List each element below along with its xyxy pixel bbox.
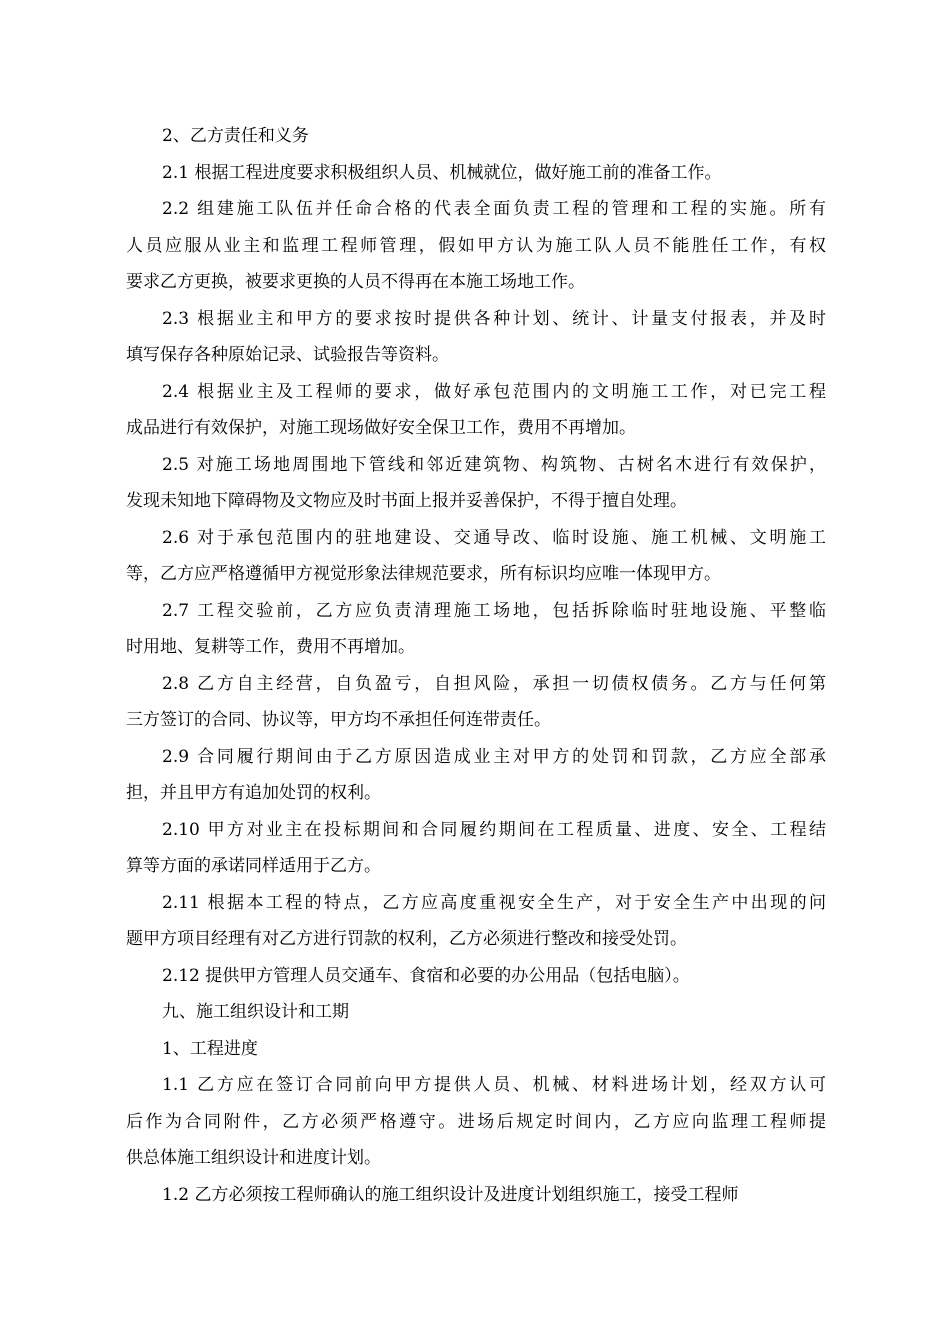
paragraph [126,885,826,958]
paragraph [126,994,826,1031]
paragraph-line: 2.10 甲方对业主在投标期间和合同履约期间在工程质量、进度、安全、工程结 [162,819,826,840]
paragraph-line: 人员应服从业主和监理工程师管理，假如甲方认为施工队人员不能胜任工作，有权 [126,235,826,256]
paragraph-line: 时用地、复耕等工作，费用不再增加。 [126,637,415,657]
paragraph [126,520,826,593]
paragraph-line: 2.9 合同履行期间由于乙方原因造成业主对甲方的处罚和罚款，乙方应全部承 [162,746,826,767]
document-body [126,118,826,1213]
paragraph-line: 成品进行有效保护，对施工现场做好安全保卫工作，费用不再增加。 [126,418,636,438]
paragraph-line: 2.12 提供甲方管理人员交通车、食宿和必要的办公用品（包括电脑）。 [162,965,690,986]
paragraph [126,374,826,447]
paragraph-line: 等，乙方应严格遵循甲方视觉形象法律规范要求，所有标识均应唯一体现甲方。 [126,564,721,584]
paragraph-line: 2、乙方责任和义务 [162,126,309,146]
paragraph-line: 填写保存各种原始记录、试验报告等资料。 [126,345,449,365]
paragraph [126,155,826,192]
paragraph-line: 2.11 根据本工程的特点，乙方应高度重视安全生产，对于安全生产中出现的问 [162,892,826,913]
paragraph [126,1067,826,1177]
paragraph-line: 要求乙方更换，被要求更换的人员不得再在本施工场地工作。 [126,272,585,292]
paragraph-line: 发现未知地下障碍物及文物应及时书面上报并妥善保护，不得于擅自处理。 [126,491,687,511]
paragraph [126,301,826,374]
paragraph-line: 担，并且甲方有追加处罚的权利。 [126,783,381,803]
paragraph-line: 2.8 乙方自主经营，自负盈亏，自担风险，承担一切债权债务。乙方与任何第 [162,673,826,694]
paragraph [126,666,826,739]
paragraph-line: 2.1 根据工程进度要求积极组织人员、机械就位，做好施工前的准备工作。 [162,162,722,183]
paragraph [126,1031,826,1068]
paragraph-line: 2.2 组建施工队伍并任命合格的代表全面负责工程的管理和工程的实施。所有 [162,199,826,219]
paragraph-line: 九、施工组织设计和工期 [162,1002,349,1022]
paragraph [126,191,826,301]
paragraph-line: 供总体施工组织设计和进度计划。 [126,1148,381,1168]
paragraph-line: 2.4 根据业主及工程师的要求，做好承包范围内的文明施工工作，对已完工程 [162,381,826,402]
paragraph [126,812,826,885]
paragraph-line: 三方签订的合同、协议等，甲方均不承担任何连带责任。 [126,710,551,730]
paragraph-line: 题甲方项目经理有对乙方进行罚款的权利，乙方必须进行整改和接受处罚。 [126,929,687,949]
paragraph [126,958,826,995]
paragraph [126,1177,826,1214]
paragraph [126,739,826,812]
paragraph-line: 1.2 乙方必须按工程师确认的施工组织设计及进度计划组织施工，接受工程师 [162,1184,739,1205]
paragraph-line: 2.6 对于承包范围内的驻地建设、交通导改、临时设施、施工机械、文明施工 [162,527,826,548]
paragraph-line: 算等方面的承诺同样适用于乙方。 [126,856,381,876]
paragraph-line: 后作为合同附件，乙方必须严格遵守。进场后规定时间内，乙方应向监理工程师提 [126,1111,826,1132]
paragraph-line: 2.3 根据业主和甲方的要求按时提供各种计划、统计、计量支付报表，并及时 [162,308,826,329]
paragraph-line: 1.1 乙方应在签订合同前向甲方提供人员、机械、材料进场计划，经双方认可 [162,1075,826,1095]
paragraph-line: 2.5 对施工场地周围地下管线和邻近建筑物、构筑物、古树名木进行有效保护， [162,454,826,475]
paragraph [126,593,826,666]
paragraph-line: 1、工程进度 [162,1038,258,1059]
paragraph [126,118,826,155]
paragraph-line: 2.7 工程交验前，乙方应负责清理施工场地，包括拆除临时驻地设施、平整临 [162,600,826,621]
paragraph [126,447,826,520]
